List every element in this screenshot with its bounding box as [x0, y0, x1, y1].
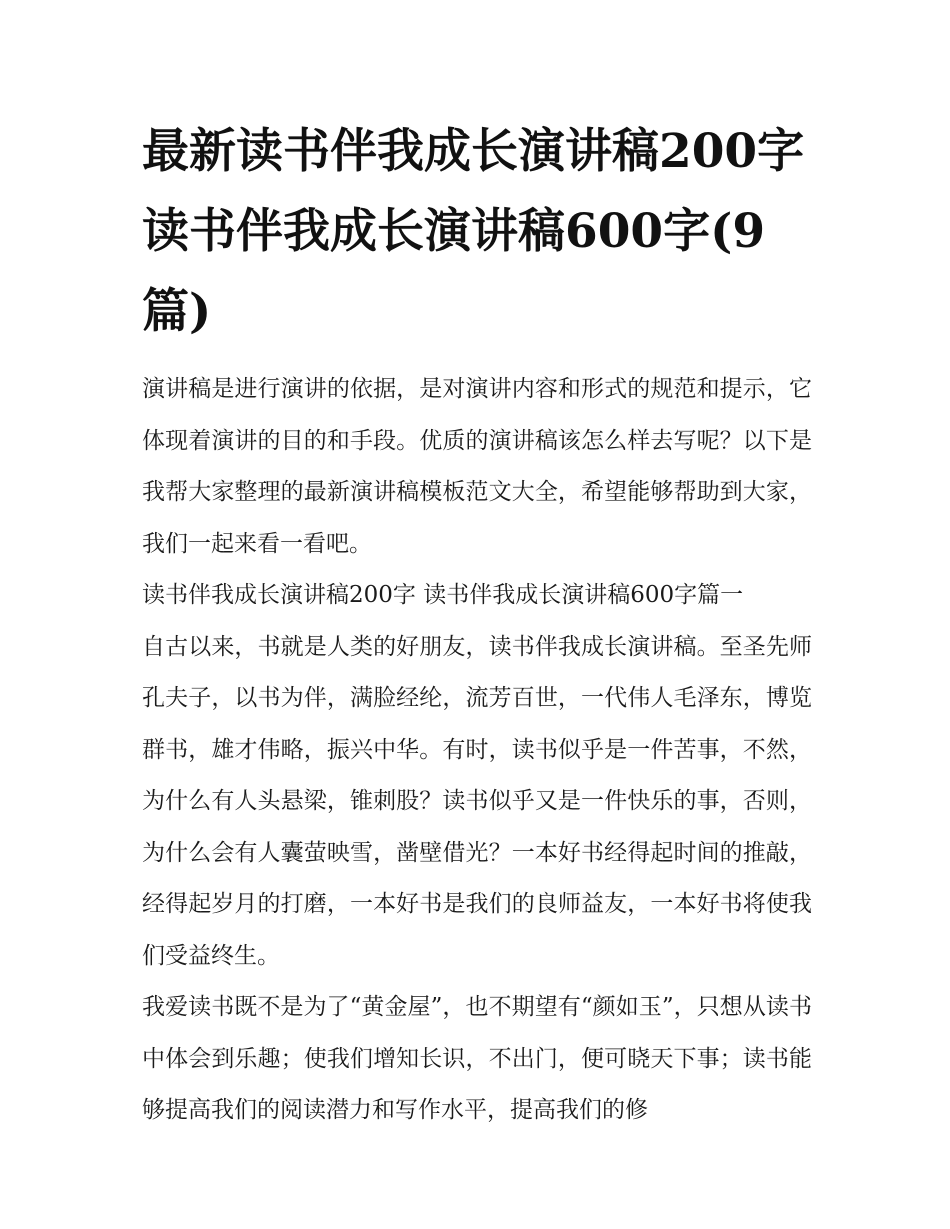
intro-paragraph: 演讲稿是进行演讲的依据，是对演讲内容和形式的规范和提示，它体现着演讲的目的和手段。优质的演讲稿该怎么样去写呢？以下是我帮大家整理的最新演讲稿模板范文大全，希望能够帮助到大家，我们一起来看一看吧。	[142, 376, 812, 557]
body-paragraph-1: 自古以来，书就是人类的好朋友，读书伴我成长演讲稿。至圣先师孔夫子，以书为伴，满脸经纶，流芳百世，一代伟人毛泽东，博览群书，雄才伟略，振兴中华。有时，读书似乎是一件苦事，不然，为什么有人头悬梁，锥刺股？读书似乎又是一件快乐的事，否则，为什么会有人囊萤映雪，凿壁借光？一本好书经得起时间的推敲，经得起岁月的打磨，一本好书是我们的良师益友，一本好书将使我们受益终生。	[142, 633, 812, 969]
document-title: 最新读书伴我成长演讲稿200字 读书伴我成长演讲稿600字(9篇)	[142, 124, 805, 339]
body-paragraph-2: 我爱读书既不是为了“黄金屋”，也不期望有“颜如玉”，只想从读书中体会到乐趣；使我们增知长识，不出门，便可晓天下事；读书能够提高我们的阅读潜力和写作水平，提高我们的修	[142, 994, 812, 1123]
section-heading-paragraph: 读书伴我成长演讲稿200字 读书伴我成长演讲稿600字篇一	[142, 582, 744, 608]
document-content	[142, 112, 812, 1137]
